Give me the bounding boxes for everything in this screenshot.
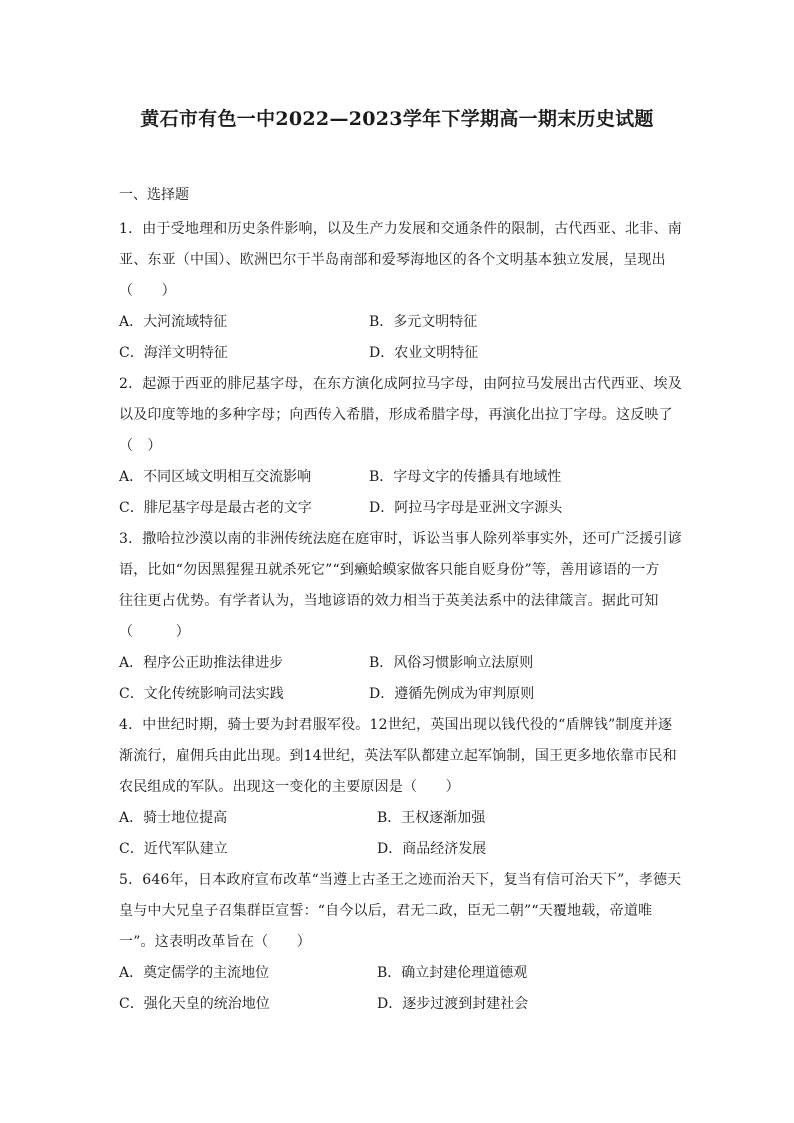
- stem-line: 语，比如“勿因黑猩猩丑就杀死它”“到癞蛤蟆家做客只能自贬身份”等，善用谚语的一方: [119, 562, 660, 578]
- question-3: [119, 524, 682, 710]
- option-b: B．多元文明特征: [369, 314, 478, 330]
- page-title: 黄石市有色一中2022—2023学年下学期高一期末历史试题: [140, 108, 654, 130]
- stem-line: 5．646年，日本政府宣布改革“当遵上古圣王之迹而治天下，复当有信可治天下”，孝德天: [119, 872, 682, 888]
- question-stem: [119, 710, 677, 803]
- option-b: B．字母文字的传播具有地域性: [369, 469, 562, 485]
- option-c: C．腓尼基字母是最古老的文字: [119, 500, 312, 516]
- option-c: C．文化传统影响司法实践: [119, 686, 284, 702]
- question-stem: [119, 524, 682, 648]
- section-heading: 一、选择题: [119, 187, 189, 203]
- option-a: A．奠定儒学的主流地位: [119, 965, 270, 981]
- stem-line: 农民组成的军队。出现这一变化的主要原因是（ ）: [119, 779, 460, 795]
- question-stem: [119, 865, 682, 958]
- option-d: D．商品经济发展: [377, 841, 487, 857]
- option-d: D．农业文明特征: [369, 345, 479, 361]
- answer-paren: （ ）: [119, 624, 190, 640]
- exam-content: [119, 184, 682, 1020]
- stem-line: 亚、东亚（中国）、欧洲巴尔干半岛南部和爱琴海地区的各个文明基本独立发展，呈现出: [119, 252, 666, 268]
- answer-paren: （ ）: [119, 283, 176, 299]
- stem-line: 3．撒哈拉沙漠以南的非洲传统法庭在庭审时，诉讼当事人除列举事实外，还可广泛援引谚: [119, 531, 682, 547]
- option-b: B．确立封建伦理道德观: [377, 965, 528, 981]
- option-a: A．大河流域特征: [119, 314, 228, 330]
- question-4: [119, 710, 677, 865]
- options: [119, 307, 677, 369]
- question-stem: [119, 369, 682, 462]
- options: [119, 462, 677, 524]
- stem-line: 一”。这表明改革旨在（ ）: [119, 934, 311, 950]
- question-stem: [119, 214, 682, 307]
- answer-paren: （ ）: [119, 438, 162, 454]
- options: [119, 958, 677, 1020]
- stem-line: 4．中世纪时期，骑士要为封君服军役。12世纪，英国出现以钱代役的“盾牌钱”制度并逐: [119, 717, 673, 733]
- stem-line: 以及印度等地的多种字母；向西传入希腊，形成希腊字母，再演化出拉丁字母。这反映了: [119, 407, 673, 423]
- option-c: C．海洋文明特征: [119, 345, 228, 361]
- option-c: C．强化天皇的统治地位: [119, 996, 270, 1012]
- option-d: D．阿拉马字母是亚洲文字源头: [369, 500, 563, 516]
- option-b: B．王权逐渐加强: [377, 810, 486, 826]
- option-c: C．近代军队建立: [119, 841, 228, 857]
- question-2: [119, 369, 682, 524]
- stem-line: 1．由于受地理和历史条件影响，以及生产力发展和交通条件的限制，古代西亚、北非、南: [119, 221, 682, 237]
- option-a: A．程序公正助推法律进步: [119, 655, 284, 671]
- stem-line: 往往更占优势。有学者认为，当地谚语的效力相当于英美法系中的法律箴言。据此可知: [119, 593, 659, 609]
- question-5: [119, 865, 682, 1020]
- option-a: A．不同区域文明相互交流影响: [119, 469, 312, 485]
- stem-line: 渐流行，雇佣兵由此出现。到14世纪，英法军队都建立起军饷制，国王更多地依靠市民和: [119, 748, 677, 764]
- options: [119, 803, 677, 865]
- stem-line: 2．起源于西亚的腓尼基字母，在东方演化成阿拉马字母，由阿拉马发展出古代西亚、埃及: [119, 376, 682, 392]
- stem-line: 皇与中大兄皇子召集群臣宣誓：“自今以后，君无二政，臣无二朝”“天覆地载，帝道唯: [119, 903, 653, 919]
- option-d: D．逐步过渡到封建社会: [377, 996, 529, 1012]
- option-a: A．骑士地位提高: [119, 810, 228, 826]
- question-1: [119, 214, 682, 369]
- option-b: B．风俗习惯影响立法原则: [369, 655, 534, 671]
- option-d: D．遵循先例成为审判原则: [369, 686, 535, 702]
- options: [119, 648, 677, 710]
